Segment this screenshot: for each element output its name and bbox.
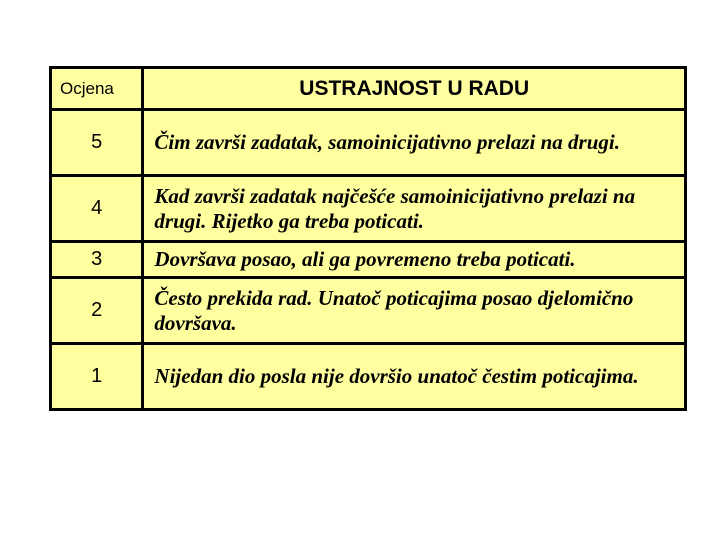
table-row bbox=[51, 242, 686, 278]
grade-value: 3 bbox=[51, 242, 143, 278]
grade-description: Dovršava posao, ali ga povremeno treba poticati. bbox=[143, 242, 686, 278]
table-row bbox=[51, 344, 686, 410]
table-row bbox=[51, 176, 686, 242]
grade-value: 2 bbox=[51, 278, 143, 344]
table-row bbox=[51, 110, 686, 176]
header-title: USTRAJNOST U RADU bbox=[143, 68, 686, 110]
grading-table bbox=[49, 66, 687, 411]
grade-description: Kad završi zadatak najčešće samoinicijativno prelazi na drugi. Rijetko ga treba poticati. bbox=[143, 176, 686, 242]
grade-value: 5 bbox=[51, 110, 143, 176]
grade-description: Čim završi zadatak, samoinicijativno prelazi na drugi. bbox=[143, 110, 686, 176]
grade-value: 1 bbox=[51, 344, 143, 410]
grade-value: 4 bbox=[51, 176, 143, 242]
grade-description: Nijedan dio posla nije dovršio unatoč čestim poticajima. bbox=[143, 344, 686, 410]
grade-description: Često prekida rad. Unatoč poticajima posao djelomično dovršava. bbox=[143, 278, 686, 344]
header-grade-label: Ocjena bbox=[51, 68, 143, 110]
table-row bbox=[51, 278, 686, 344]
table-header-row bbox=[51, 68, 686, 110]
